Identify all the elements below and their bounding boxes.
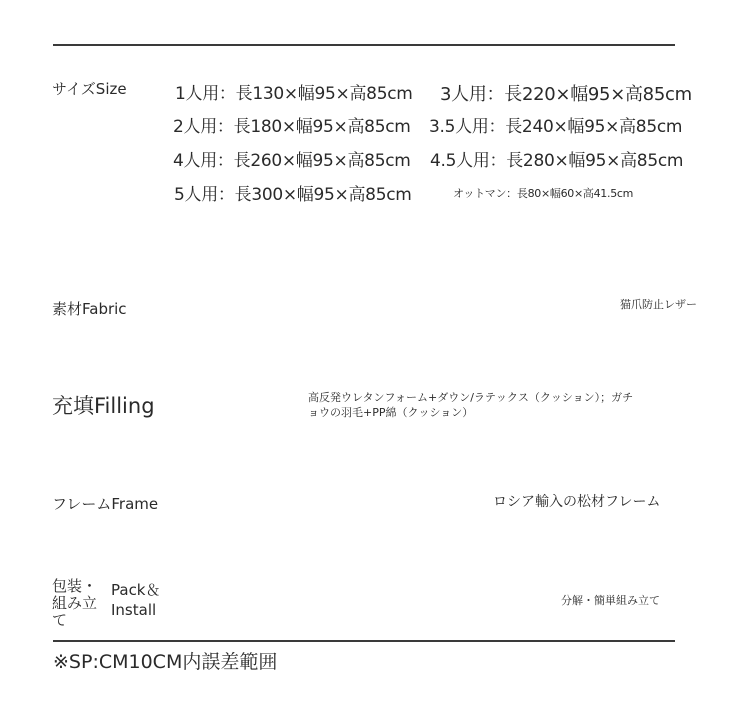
size-row-1-right: 3人用：長220×幅95×高85cm	[440, 84, 692, 105]
size-row-2-left: 2人用：長180×幅95×高85cm	[173, 117, 411, 137]
tolerance-note: ※SP:CM10CM内誤差範囲	[53, 651, 278, 673]
pack-label-ja-line3: て	[52, 611, 68, 629]
filling-value-line1: 高反発ウレタンフォーム+ダウン/ラテックス（クッション）；ガチ	[308, 391, 634, 404]
pack-value: 分解・簡単組み立て	[561, 594, 660, 607]
bottom-rule	[53, 640, 675, 642]
pack-label-en-line1: Pack＆	[111, 581, 161, 599]
pack-label-ja-line1: 包装・	[52, 577, 98, 595]
size-row-2-right: 3.5人用：長240×幅95×高85cm	[429, 117, 683, 137]
pack-label-ja-line2: 組み立	[52, 594, 98, 612]
pack-label-en-line2: Install	[111, 601, 157, 619]
fabric-value: 猫爪防止レザー	[620, 298, 697, 311]
size-label: サイズSize	[52, 80, 127, 98]
filling-label: 充填Filling	[52, 394, 155, 418]
top-rule	[53, 44, 675, 46]
frame-label: フレームFrame	[52, 495, 159, 513]
filling-value-line2: ョウの羽毛+PP綿（クッション）	[308, 406, 474, 419]
size-row-1-left: 1人用：長130×幅95×高85cm	[175, 84, 413, 104]
fabric-label: 素材Fabric	[52, 300, 127, 318]
size-row-3-right: 4.5人用：長280×幅95×高85cm	[430, 151, 684, 171]
frame-value: ロシア輸入の松材フレーム	[493, 494, 661, 510]
size-row-3-left: 4人用：長260×幅95×高85cm	[173, 151, 411, 171]
size-row-4-right: オットマン：長80×幅60×高41.5cm	[453, 187, 634, 200]
size-row-4-left: 5人用：長300×幅95×高85cm	[174, 185, 412, 205]
